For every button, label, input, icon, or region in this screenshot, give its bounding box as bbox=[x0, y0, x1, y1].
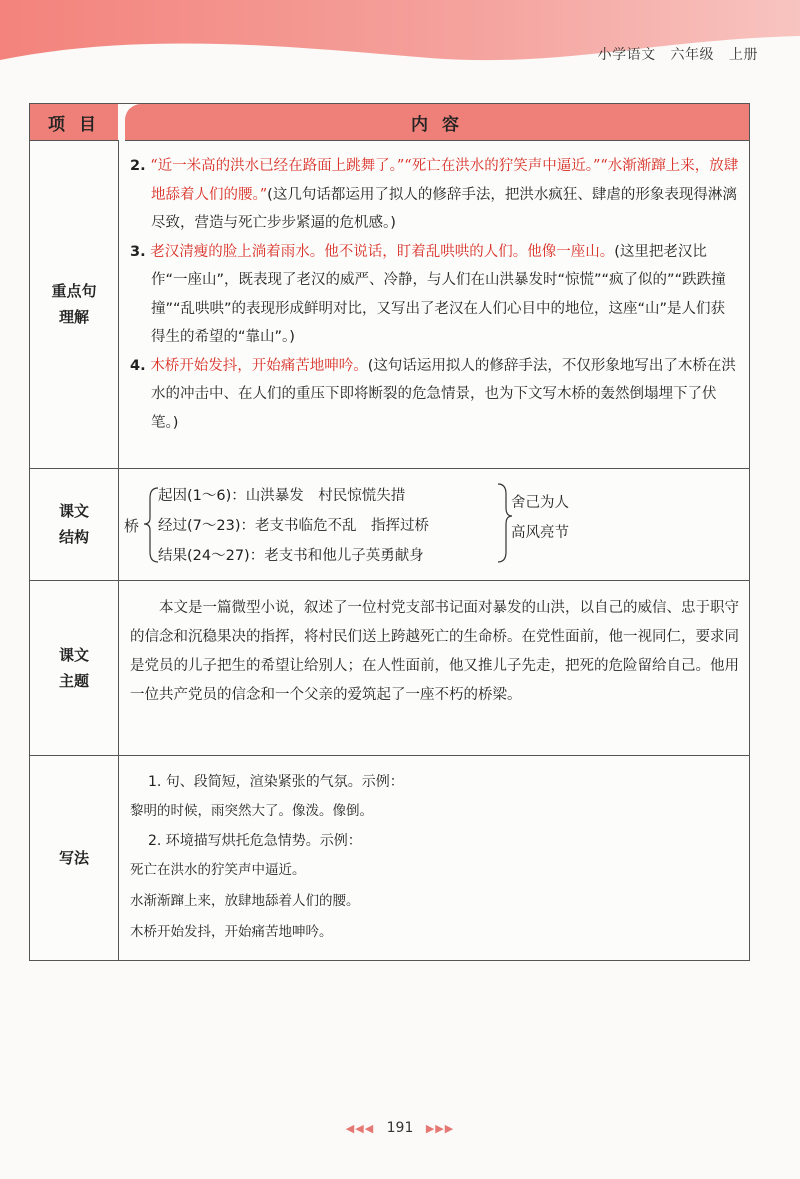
structure-diagram bbox=[122, 474, 562, 574]
key-sentences-content bbox=[130, 152, 739, 437]
writing-example: 水渐渐蹿上来，放肆地舔着人们的腰。 bbox=[130, 893, 360, 909]
row-divider bbox=[30, 755, 749, 756]
explanation: (这句话运用拟人的修辞手法，不仅形象地写出了木桥在洪水的冲击中、在人们的重压下即将断裂的危急情景，也为下文写木桥的轰然倒塌埋下了伏笔。) bbox=[151, 357, 736, 431]
label-key-sentences-1: 重点句 bbox=[51, 282, 97, 300]
quoted-sentence: 老汉清瘦的脸上淌着雨水。他不说话，盯着乱哄哄的人们。他像一座山。 bbox=[150, 243, 615, 260]
label-structure-2: 结构 bbox=[58, 528, 89, 546]
page-footer bbox=[0, 1120, 800, 1136]
row-label-key-sentences bbox=[30, 140, 118, 468]
row-label-structure bbox=[30, 469, 118, 579]
summary-table bbox=[29, 103, 750, 961]
structure-conclusion bbox=[511, 488, 569, 548]
header-subject: 小学语文 bbox=[597, 47, 656, 63]
theme-text: 本文是一篇微型小说，叙述了一位村党支部书记面对暴发的山洪，以自己的威信、忠于职守的信念和沉稳果决的指挥，将村民们送上跨越死亡的生命桥。在党性面前，他一视同仁，要求同是党员的儿子把生的希望让给别人；在人性面前，他又推儿子先走，把死的危险留给自己。他用一位共产党员的信念和一个父亲的爱筑起了一座不朽的桥梁。 bbox=[130, 600, 739, 703]
page-number: 191 bbox=[386, 1120, 414, 1136]
quoted-sentence: “近一米高的洪水已经在路面上跳舞了。”“死亡在洪水的狞笑声中逼近。”“水渐渐蹿上来，放肆地舔着人们的腰。” bbox=[150, 158, 739, 203]
label-structure-1: 课文 bbox=[58, 502, 89, 520]
structure-branch-process: 经过(7～23)：老支书临危不乱 指挥过桥 bbox=[158, 518, 429, 534]
conclusion-line-1: 舍己为人 bbox=[511, 495, 569, 511]
right-brace bbox=[498, 484, 512, 562]
row-label-theme bbox=[30, 581, 118, 755]
writing-example: 死亡在洪水的狞笑声中逼近。 bbox=[130, 862, 306, 878]
writing-example: 黎明的时候，雨突然大了。像泼。像倒。 bbox=[130, 803, 373, 819]
row-divider bbox=[30, 580, 749, 581]
label-writing: 写法 bbox=[58, 849, 89, 867]
conclusion-line-2: 高风亮节 bbox=[511, 525, 569, 541]
row-divider bbox=[30, 468, 749, 469]
structure-branch-result: 结果(24～27)：老支书和他儿子英勇献身 bbox=[158, 548, 424, 564]
quoted-sentence: 木桥开始发抖，开始痛苦地呻吟。 bbox=[150, 357, 368, 374]
item-number: 4. bbox=[130, 357, 146, 374]
left-brace bbox=[144, 488, 158, 562]
header-grade: 六年级 bbox=[670, 47, 715, 63]
row-label-writing bbox=[30, 756, 118, 960]
explanation: (这几句话都运用了拟人的修辞手法，把洪水疯狂、肆虐的形象表现得淋漓尽致，营造与死亡步步紧逼的危机感。) bbox=[151, 186, 737, 231]
explanation: (这里把老汉比作“一座山”，既表现了老汉的威严、冷静，与人们在山洪暴发时“惊慌”“疯了似的”“跌跌撞撞”“乱哄哄”的表现形成鲜明对比，又写出了老汉在人们心目中的地位，这座“山”是人们获得生的希望的“靠山”。) bbox=[151, 243, 726, 345]
writing-point: 1. 句、段简短，渲染紧张的气氛。示例： bbox=[148, 774, 404, 790]
item-number: 3. bbox=[130, 243, 146, 260]
label-theme-1: 课文 bbox=[58, 646, 89, 664]
key-sentence-item bbox=[130, 238, 739, 352]
writing-example: 木桥开始发抖，开始痛苦地呻吟。 bbox=[130, 924, 333, 940]
writing-point: 2. 环境描写烘托危急情势。示例： bbox=[148, 833, 362, 849]
column-header-item: 项 目 bbox=[30, 104, 118, 141]
header-gap bbox=[118, 104, 125, 140]
label-key-sentences-2: 理解 bbox=[58, 308, 89, 326]
column-divider bbox=[118, 140, 119, 960]
writing-content bbox=[130, 768, 739, 948]
header-volume: 上册 bbox=[729, 47, 758, 63]
label-theme-2: 主题 bbox=[58, 672, 89, 690]
next-arrows-icon: ▶▶▶ bbox=[425, 1122, 455, 1135]
top-banner bbox=[0, 0, 800, 78]
structure-root: 桥 bbox=[124, 517, 140, 535]
prev-arrows-icon: ◀◀◀ bbox=[345, 1122, 375, 1135]
structure-branch-cause: 起因(1～6)：山洪暴发 村民惊慌失措 bbox=[158, 488, 406, 504]
item-number: 2. bbox=[130, 158, 146, 174]
key-sentence-item bbox=[130, 152, 739, 238]
column-header-content: 内 容 bbox=[125, 104, 749, 141]
key-sentence-item bbox=[130, 352, 739, 438]
book-header bbox=[588, 44, 758, 64]
